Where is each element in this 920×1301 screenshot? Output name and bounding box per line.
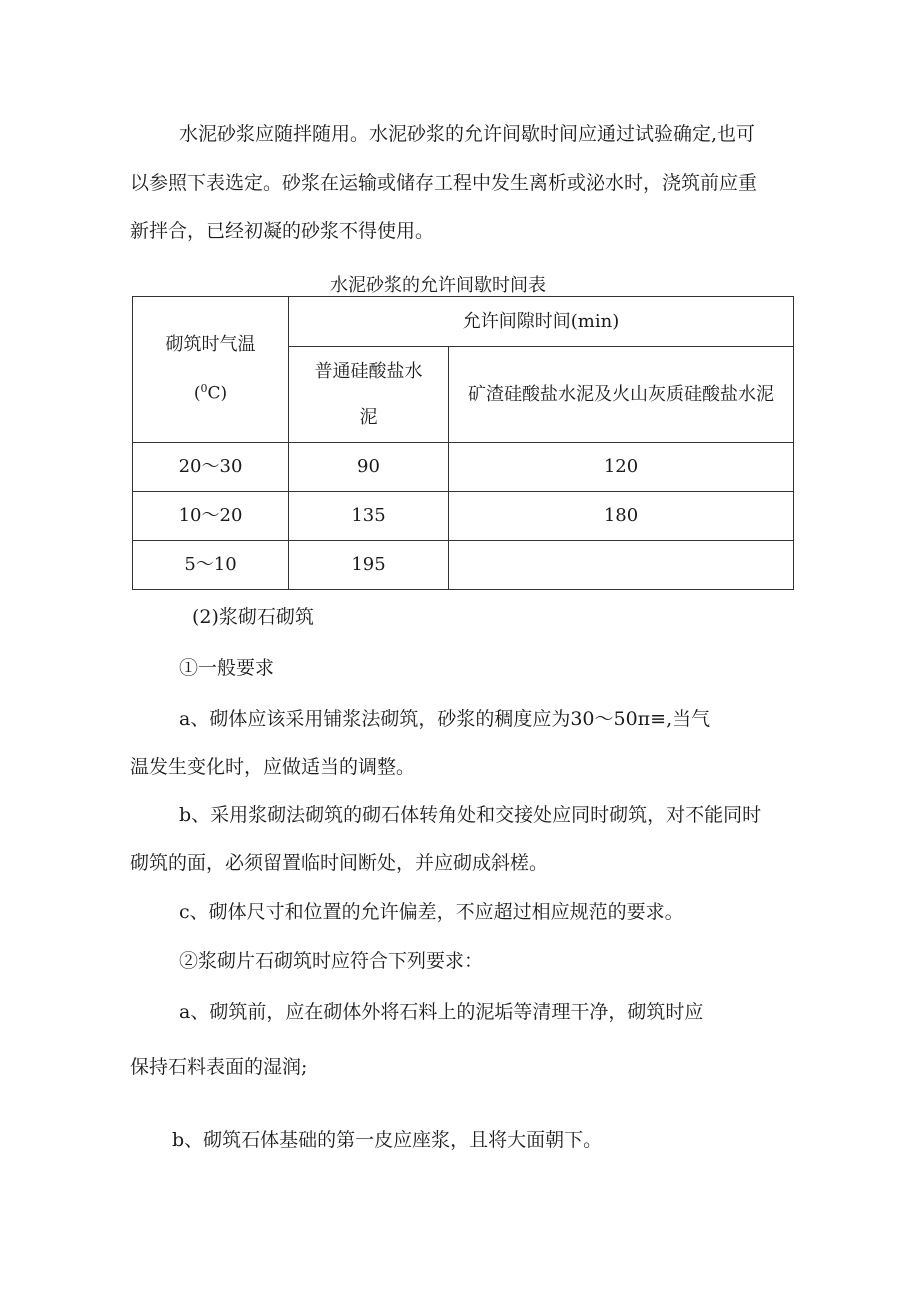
item-a2-line-2: 保持石料表面的湿润;	[130, 1056, 308, 1078]
ordinary-cell: 90	[289, 443, 449, 492]
rubble-requirements-heading: ②浆砌片石砌筑时应符合下列要求：	[179, 950, 484, 972]
ordinary-cell: 195	[289, 541, 449, 590]
section-heading: (2)浆砌石砌筑	[192, 606, 314, 628]
item-b2-line-1: b、砌筑石体基础的第一皮应座浆，且将大面朝下。	[172, 1129, 603, 1151]
slag-cell	[449, 541, 794, 590]
slag-cement-header: 矿渣硅酸盐水泥及火山灰质硅酸盐水泥	[449, 347, 794, 443]
ordinary-cell: 135	[289, 492, 449, 541]
item-a-line-2: 温发生变化时，应做适当的调整。	[130, 756, 416, 778]
item-a-line-1: a、砌体应该采用铺浆法砌筑，砂浆的稠度应为30～50π≡,当气	[179, 708, 711, 730]
allowed-interval-header: 允许间隙时间(min)	[289, 297, 794, 347]
item-b-line-2: 砌筑的面，必须留置临时间断处，并应砌成斜槎。	[130, 852, 549, 874]
table-row	[133, 443, 794, 492]
ordinary-cement-header-line-2: 泥	[359, 406, 378, 428]
temperature-unit: ($^0$C)	[193, 382, 228, 404]
temp-cell: 10～20	[133, 492, 289, 541]
intro-line-3: 新拌合，已经初凝的砂浆不得使用。	[130, 220, 435, 242]
table-caption: 水泥砂浆的允许间歇时间表	[330, 275, 546, 296]
ordinary-cement-header	[289, 347, 449, 443]
temp-cell: 5～10	[133, 541, 289, 590]
temperature-unit-sup: 0	[200, 382, 208, 396]
slag-cell: 120	[449, 443, 794, 492]
item-b-line-1: b、采用浆砌法砌筑的砌石体转角处和交接处应同时砌筑，对不能同时	[179, 804, 762, 826]
ordinary-cement-header-line-1: 普通硅酸盐水	[314, 360, 423, 382]
table-row	[133, 492, 794, 541]
table-header-row-1	[133, 297, 794, 347]
intro-line-1: 水泥砂浆应随拌随用。水泥砂浆的允许间歇时间应通过试验确定,也可	[179, 123, 756, 145]
temp-cell: 20～30	[133, 443, 289, 492]
temperature-unit-letter: C	[207, 383, 221, 404]
intro-line-2: 以参照下表选定。砂浆在运输或储存工程中发生离析或泌水时，浇筑前应重	[130, 172, 758, 194]
table-row	[133, 541, 794, 590]
mortar-interval-table	[132, 296, 794, 590]
general-requirements-heading: ①一般要求	[179, 657, 275, 679]
temperature-header	[133, 297, 289, 443]
slag-cell: 180	[449, 492, 794, 541]
item-a2-line-1: a、砌筑前，应在砌体外将石料上的泥垢等清理干净，砌筑时应	[179, 1001, 704, 1023]
temperature-header-label: 砌筑时气温	[165, 334, 256, 356]
item-c-line-1: c、砌体尺寸和位置的允许偏差，不应超过相应规范的要求。	[179, 901, 684, 923]
